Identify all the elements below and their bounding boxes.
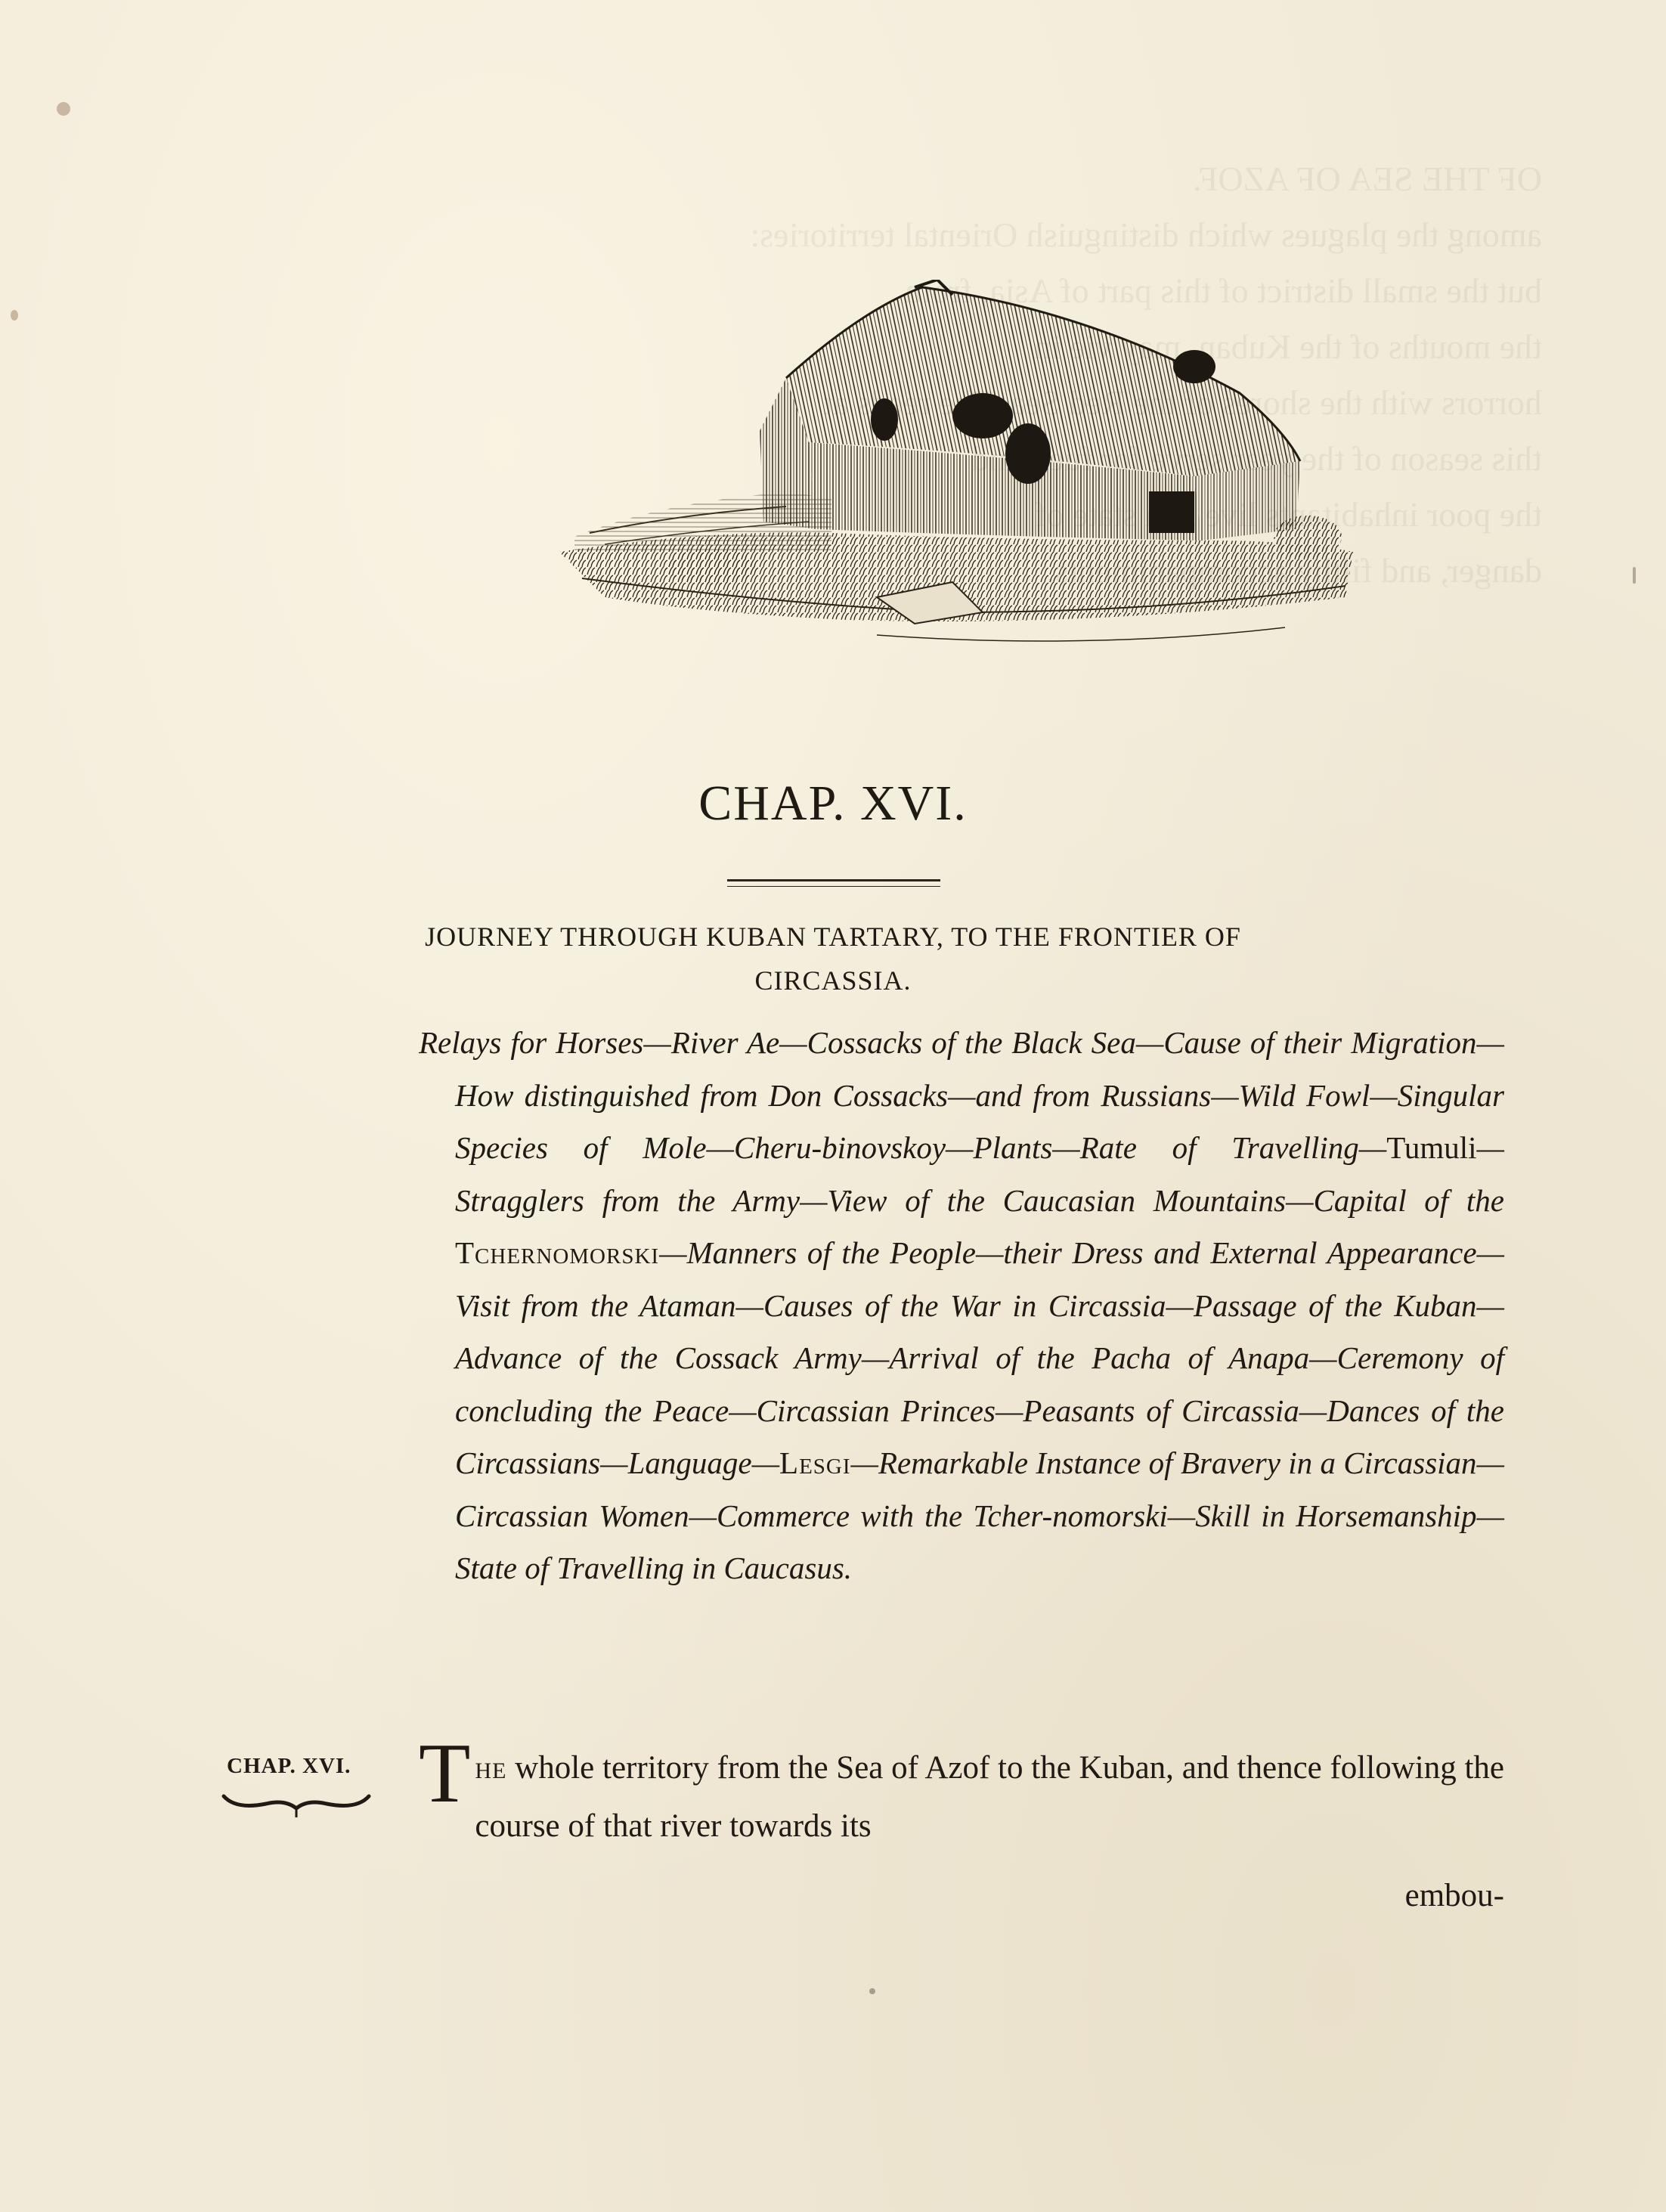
synopsis-part-3: —Manners of the People—their Dress and External Appearance—Visit from the Ataman—Causes of the War in Circassia—Passage of the Kuban—Advance of the Cossack Army—Arrival of the Pacha of Anapa—Ceremony of concluding the Peace—Circassian Princes—Peasants of Circassia—Dances of the Circassians—Language—: [455, 1235, 1504, 1480]
margin-chapter-note: CHAP. XVI.: [227, 1754, 351, 1778]
chapter-heading: JOURNEY THROUGH KUBAN TARTARY, TO THE FRONTIER OF CIRCASSIA.: [425, 922, 1241, 996]
synopsis-tchernomorski: Tchernomorski: [455, 1235, 660, 1270]
thatched-hut-engraving-icon: [559, 280, 1361, 665]
body-text: whole territory from the Sea of Azof to the Kuban, and thence following the course of that river towards its: [475, 1750, 1504, 1844]
drop-cap: T: [419, 1727, 471, 1820]
body-paragraph: [419, 1727, 1504, 1855]
title-rule-thin: [727, 886, 940, 887]
synopsis-tumuli: Tumuli: [1386, 1130, 1477, 1165]
catchword: embou-: [1404, 1878, 1504, 1913]
first-word-rest: he: [475, 1750, 507, 1786]
chapter-synopsis: [419, 1017, 1504, 1595]
bleed-through-text: OF THE SEA OF AZOF. among the plagues which distinguish Oriental territories: but the small district of this part of Asia, the mouths of the Kuban, may horrors with the shores this season of the the poor inhabitants danger, and: [750, 160, 1542, 590]
chapter-title: CHAP. XVI.: [698, 776, 968, 831]
synopsis-part-4: —Remarkable Instance of Bravery in a Circassian—Circassian Women—Commerce with the Tcher-nomorski—Skill in Horsemanship—State of Travelling in Caucasus.: [455, 1445, 1504, 1585]
paper-speck: [11, 310, 18, 321]
synopsis-lesgi: Lesgi: [779, 1445, 851, 1480]
paper-speck: [57, 102, 70, 116]
paper-speck: [1633, 567, 1636, 584]
paper-speck: [869, 1988, 875, 1994]
brace-flourish-icon: [221, 1790, 372, 1820]
title-rule-thick: [727, 879, 940, 881]
synopsis-part-1: Relays for Horses—River Ae—Cossacks of the Black Sea—Cause of their Migration—How distinguished from Don Cossacks—and from Russians—Wild Fowl—Singular Species of Mole—Cheru-binovskoy—Plants—Rate of Travelling—: [419, 1025, 1504, 1165]
synopsis-part-2: —Stragglers from the Army—View of the Caucasian Mountains—Capital of the: [455, 1130, 1504, 1218]
